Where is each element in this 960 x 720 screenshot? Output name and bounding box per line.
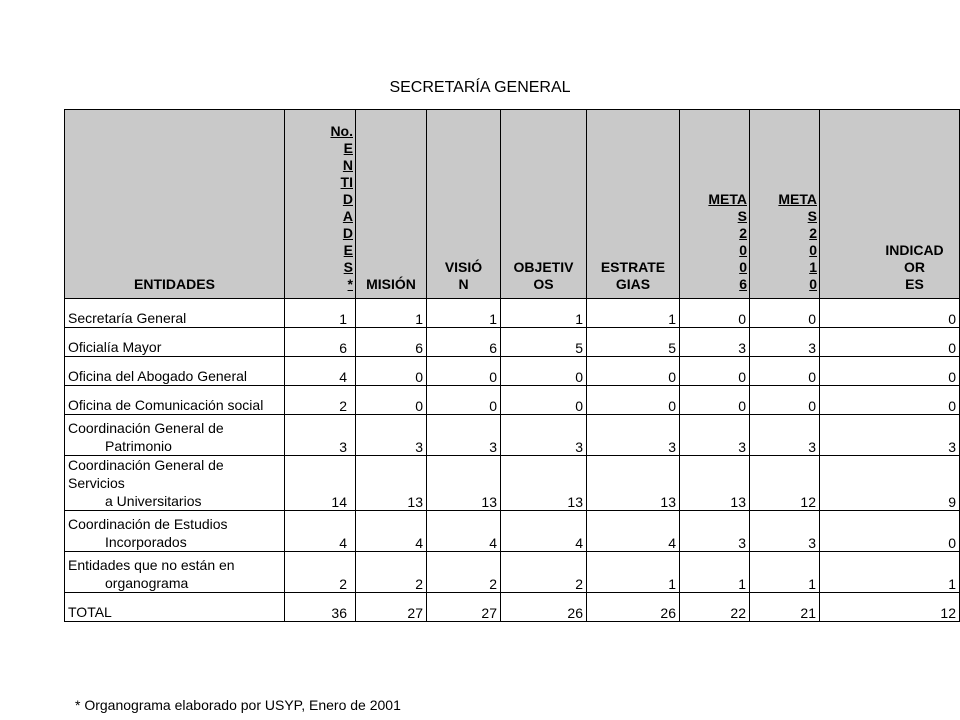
value-cell: 0 bbox=[680, 386, 750, 415]
value-cell: 1 bbox=[750, 552, 820, 593]
value-cell: 0 bbox=[501, 357, 587, 386]
table-row bbox=[65, 552, 960, 593]
entity-name-line: Oficina del Abogado General bbox=[68, 368, 248, 384]
entity-name-line: TOTAL bbox=[68, 604, 112, 620]
entity-name-cell bbox=[65, 593, 285, 622]
value-cell: 0 bbox=[750, 386, 820, 415]
value-cell: 2 bbox=[285, 552, 356, 593]
value-cell: 13 bbox=[427, 456, 501, 511]
entity-name-cell bbox=[65, 328, 285, 357]
value-cell: 0 bbox=[427, 357, 501, 386]
value-cell: 13 bbox=[501, 456, 587, 511]
entity-name-cell bbox=[65, 386, 285, 415]
value-cell: 4 bbox=[501, 511, 587, 552]
value-cell: 3 bbox=[680, 328, 750, 357]
value-cell: 2 bbox=[501, 552, 587, 593]
value-cell: 0 bbox=[587, 386, 680, 415]
header-indicadores: INDICAD OR ES bbox=[820, 110, 960, 299]
entity-name-cell bbox=[65, 357, 285, 386]
header-vision: VISIÓ N bbox=[427, 110, 501, 299]
header-no-entidades: No. E N TI D A D E S * bbox=[285, 110, 356, 299]
entity-name-cell bbox=[65, 511, 285, 552]
value-cell: 4 bbox=[427, 511, 501, 552]
header-metas-2006: META S 2 0 0 6 bbox=[680, 110, 750, 299]
value-cell: 27 bbox=[427, 593, 501, 622]
entity-name-cell bbox=[65, 552, 285, 593]
value-cell: 0 bbox=[750, 357, 820, 386]
value-cell: 0 bbox=[356, 386, 427, 415]
entity-name-line: Secretaría General bbox=[68, 310, 187, 326]
value-cell: 1 bbox=[427, 299, 501, 328]
value-cell: 3 bbox=[750, 415, 820, 456]
value-cell: 4 bbox=[587, 511, 680, 552]
value-cell: 3 bbox=[427, 415, 501, 456]
table-row bbox=[65, 511, 960, 552]
value-cell: 14 bbox=[285, 456, 356, 511]
table-row bbox=[65, 456, 960, 511]
value-cell: 0 bbox=[820, 357, 960, 386]
value-cell: 0 bbox=[750, 299, 820, 328]
value-cell: 1 bbox=[587, 299, 680, 328]
value-cell: 3 bbox=[501, 415, 587, 456]
value-cell: 6 bbox=[427, 328, 501, 357]
header-metas-2010: META S 2 0 1 0 bbox=[750, 110, 820, 299]
value-cell: 3 bbox=[356, 415, 427, 456]
value-cell: 12 bbox=[820, 593, 960, 622]
value-cell: 1 bbox=[501, 299, 587, 328]
value-cell: 0 bbox=[501, 386, 587, 415]
entity-name-line: Coordinación General de Servicios bbox=[68, 457, 224, 491]
value-cell: 13 bbox=[356, 456, 427, 511]
value-cell: 6 bbox=[356, 328, 427, 357]
value-cell: 1 bbox=[285, 299, 356, 328]
value-cell: 0 bbox=[820, 299, 960, 328]
value-cell: 3 bbox=[680, 511, 750, 552]
value-cell: 2 bbox=[356, 552, 427, 593]
entity-name-cell bbox=[65, 456, 285, 511]
entity-name-line: Coordinación de Estudios bbox=[68, 516, 228, 532]
value-cell: 0 bbox=[680, 299, 750, 328]
value-cell: 13 bbox=[680, 456, 750, 511]
value-cell: 9 bbox=[820, 456, 960, 511]
value-cell: 0 bbox=[356, 357, 427, 386]
value-cell: 36 bbox=[285, 593, 356, 622]
value-cell: 3 bbox=[587, 415, 680, 456]
entity-name-line: organograma bbox=[105, 575, 189, 591]
table-row bbox=[65, 357, 960, 386]
value-cell: 5 bbox=[501, 328, 587, 357]
value-cell: 0 bbox=[820, 511, 960, 552]
value-cell: 13 bbox=[587, 456, 680, 511]
table-row bbox=[65, 415, 960, 456]
table-row bbox=[65, 328, 960, 357]
entity-name-line: Patrimonio bbox=[105, 438, 172, 454]
entity-name-cell bbox=[65, 299, 285, 328]
entity-name-line: a Universitarios bbox=[105, 493, 202, 509]
value-cell: 3 bbox=[285, 415, 356, 456]
entity-name-cell bbox=[65, 415, 285, 456]
value-cell: 3 bbox=[750, 511, 820, 552]
value-cell: 21 bbox=[750, 593, 820, 622]
value-cell: 6 bbox=[285, 328, 356, 357]
value-cell: 4 bbox=[285, 357, 356, 386]
entity-name-line: Oficialía Mayor bbox=[68, 339, 162, 355]
table-row bbox=[65, 299, 960, 328]
header-estrategias: ESTRATE GIAS bbox=[587, 110, 680, 299]
value-cell: 0 bbox=[680, 357, 750, 386]
value-cell: 0 bbox=[820, 386, 960, 415]
value-cell: 0 bbox=[427, 386, 501, 415]
value-cell: 1 bbox=[356, 299, 427, 328]
entity-name-line: Incorporados bbox=[105, 534, 187, 550]
header-row bbox=[65, 110, 960, 299]
value-cell: 3 bbox=[680, 415, 750, 456]
value-cell: 1 bbox=[820, 552, 960, 593]
value-cell: 22 bbox=[680, 593, 750, 622]
value-cell: 27 bbox=[356, 593, 427, 622]
footnote: * Organograma elaborado por USYP, Enero de 2001 bbox=[75, 697, 401, 713]
value-cell: 2 bbox=[427, 552, 501, 593]
page-title: SECRETARÍA GENERAL bbox=[389, 79, 571, 96]
entity-name-line: Coordinación General de bbox=[68, 420, 224, 436]
value-cell: 1 bbox=[587, 552, 680, 593]
header-entidades: ENTIDADES bbox=[65, 110, 285, 299]
value-cell: 0 bbox=[820, 328, 960, 357]
header-mision: MISIÓN bbox=[356, 110, 427, 299]
value-cell: 4 bbox=[356, 511, 427, 552]
table-row bbox=[65, 386, 960, 415]
entity-name-line: Entidades que no están en bbox=[68, 557, 235, 573]
value-cell: 0 bbox=[587, 357, 680, 386]
entity-name-line: Oficina de Comunicación social bbox=[68, 397, 264, 413]
value-cell: 3 bbox=[750, 328, 820, 357]
table-row bbox=[65, 593, 960, 622]
header-objetivos: OBJETIV OS bbox=[501, 110, 587, 299]
value-cell: 2 bbox=[285, 386, 356, 415]
value-cell: 5 bbox=[587, 328, 680, 357]
value-cell: 4 bbox=[285, 511, 356, 552]
entities-table bbox=[64, 109, 960, 622]
value-cell: 1 bbox=[680, 552, 750, 593]
value-cell: 26 bbox=[587, 593, 680, 622]
value-cell: 3 bbox=[820, 415, 960, 456]
value-cell: 26 bbox=[501, 593, 587, 622]
value-cell: 12 bbox=[750, 456, 820, 511]
